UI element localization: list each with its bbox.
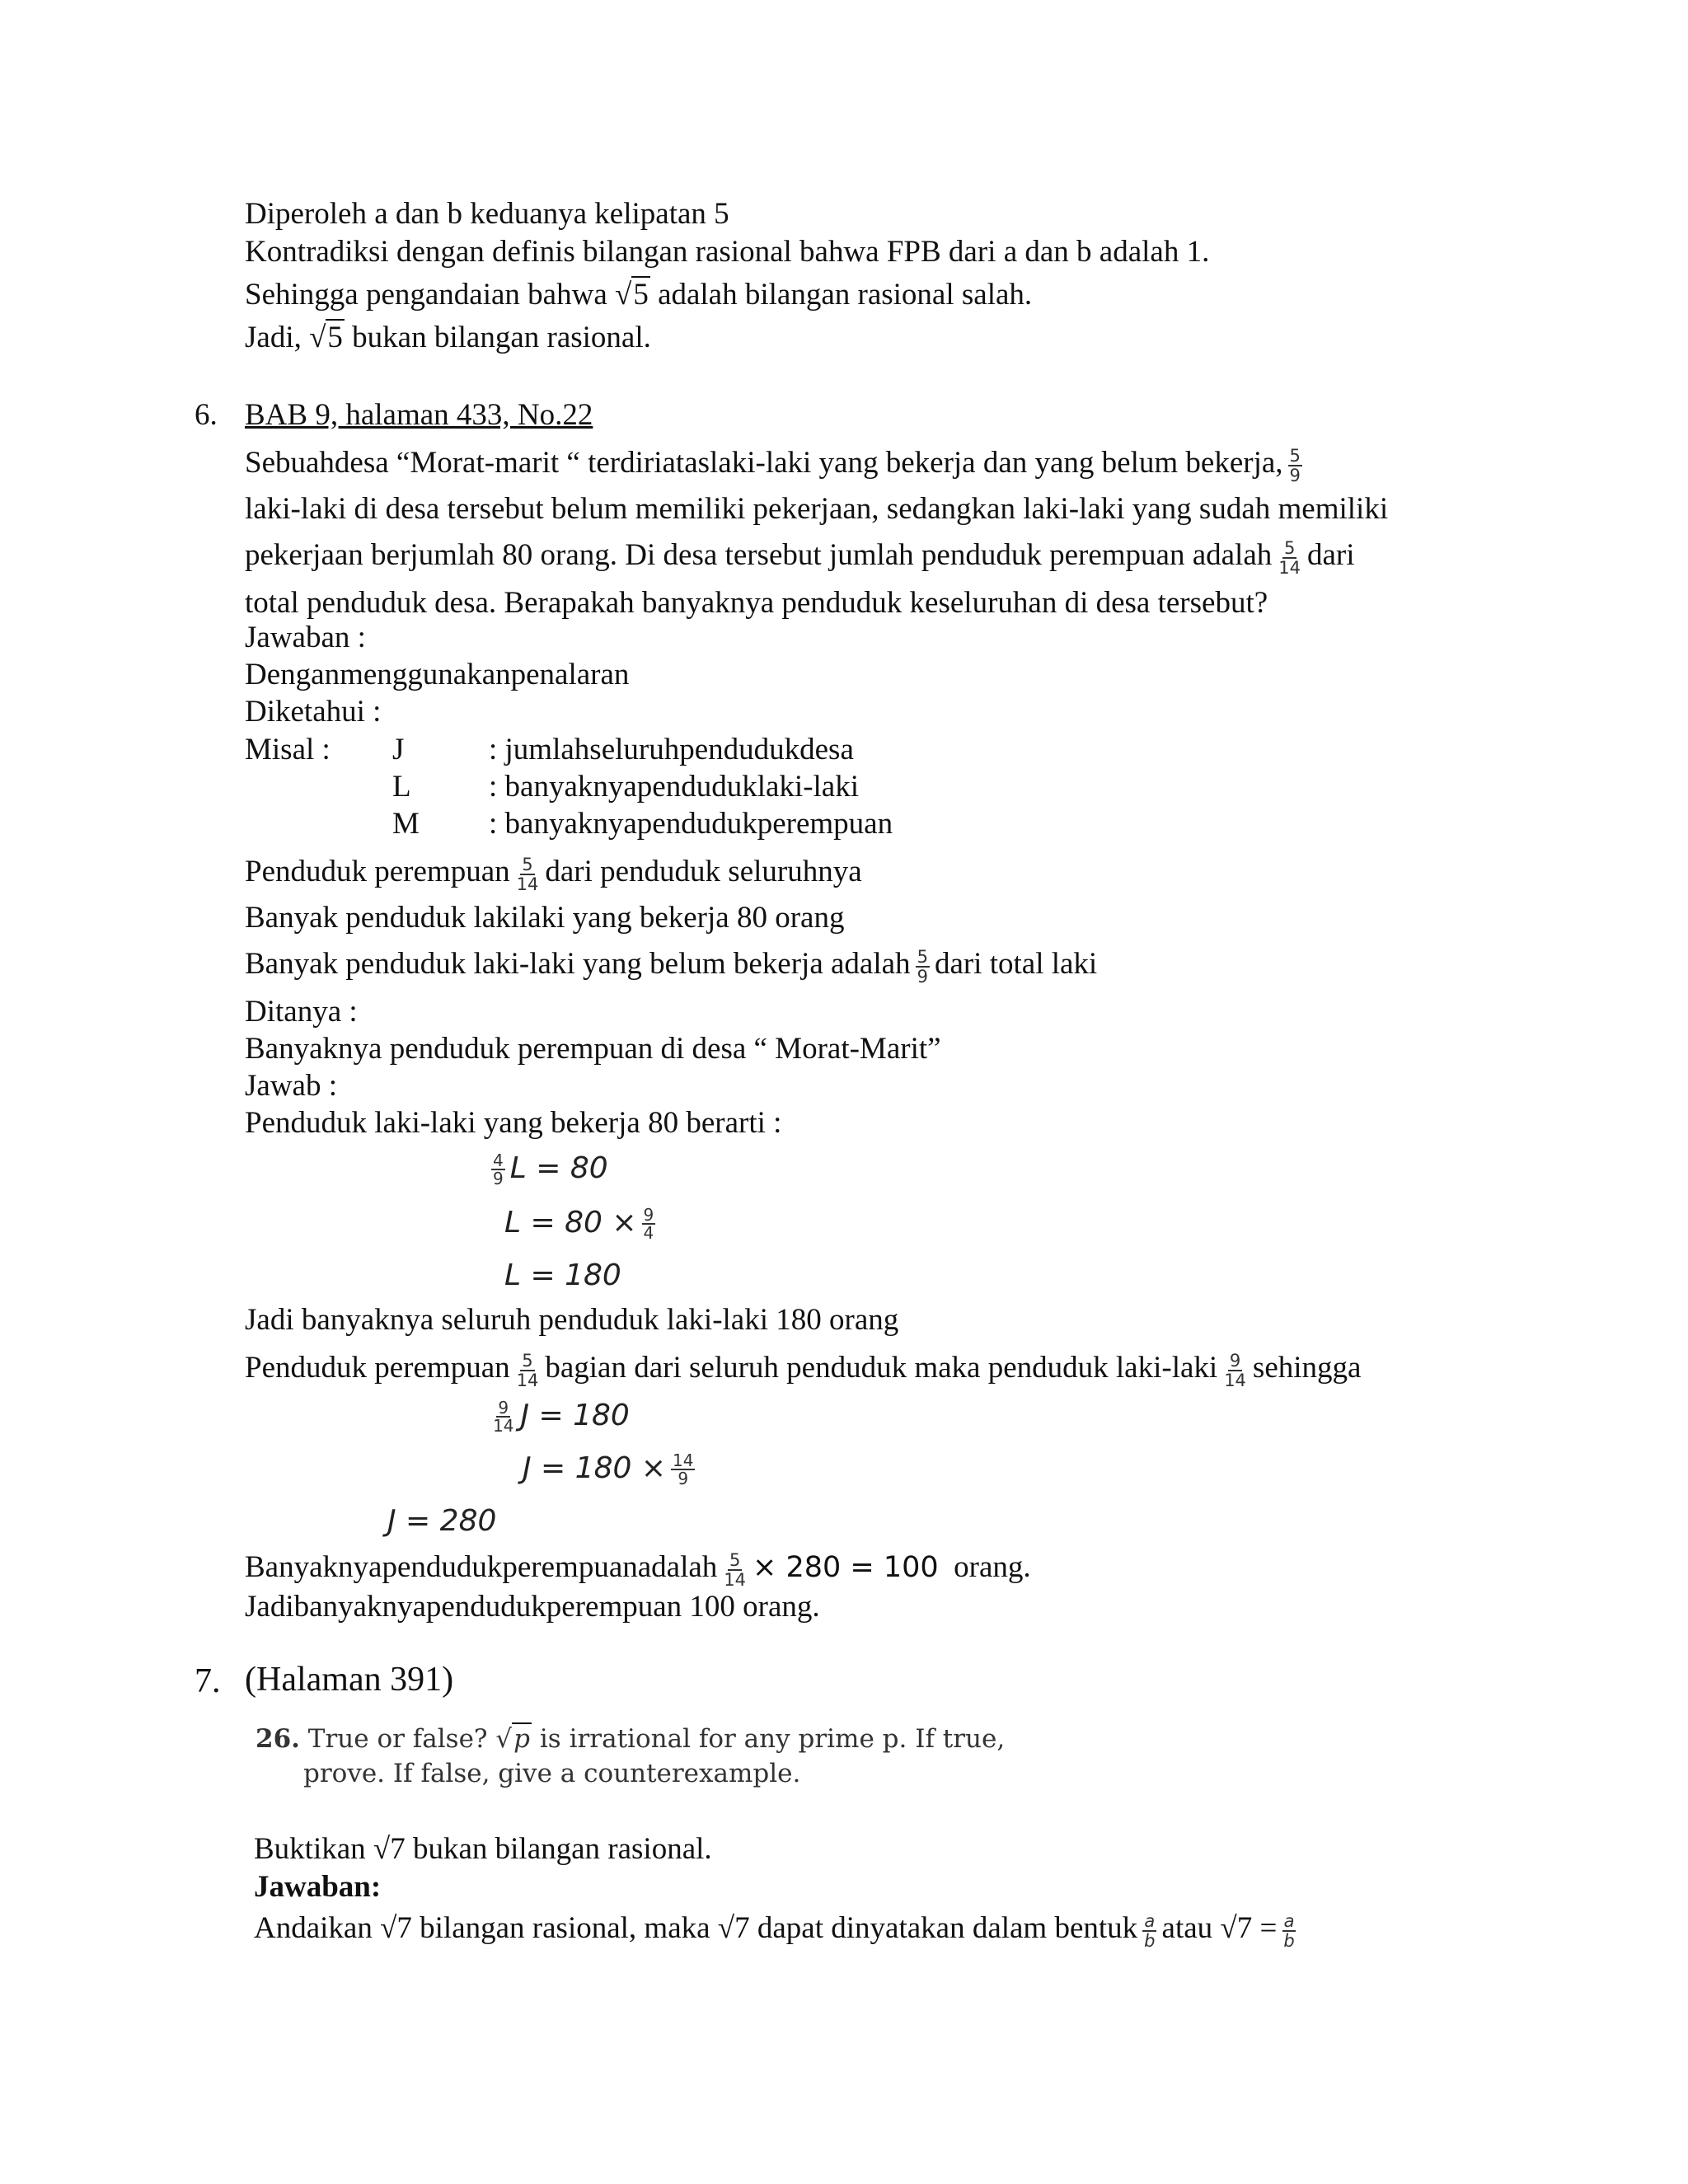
radicand: 5 xyxy=(327,321,343,354)
fraction xyxy=(642,1207,656,1241)
ditanya-question: Banyaknya penduduk perempuan di desa “ Morat-Marit” xyxy=(245,1032,941,1066)
ditanya-label: Ditanya : xyxy=(245,995,358,1029)
fact-3-pre: Banyak penduduk laki-laki yang belum bekerja adalah xyxy=(245,947,911,981)
fraction xyxy=(671,1452,695,1487)
numerator: 14 xyxy=(673,1451,694,1470)
question-line-1 xyxy=(245,445,1307,485)
answer-line-1 xyxy=(254,1910,1301,1950)
proof-line-1: Diperoleh a dan b keduanya kelipatan 5 xyxy=(245,197,729,231)
textbook-text-1-post: is irrational for any prime p. If true, xyxy=(539,1724,1006,1754)
fraction xyxy=(916,948,930,986)
fraction xyxy=(1288,447,1302,485)
solution-3-post: sehingga xyxy=(1252,1351,1362,1385)
question-text-1: Sebuahdesa “Morat-marit “ terdiriataslaki-laki yang bekerja dan yang belum bekerja, xyxy=(245,446,1283,480)
numerator: 5 xyxy=(1289,445,1301,466)
item-7-number: 7. xyxy=(195,1662,221,1700)
numerator: a xyxy=(1144,1910,1156,1931)
method-text: Denganmenggunakanpenalaran xyxy=(245,658,630,691)
denominator: 14 xyxy=(1278,557,1301,578)
var-desc-m: : banyaknyapendudukperempuan xyxy=(489,807,893,841)
item-7-heading: (Halaman 391) xyxy=(245,1661,454,1699)
denominator: 9 xyxy=(1289,465,1301,485)
fraction xyxy=(1222,1352,1248,1390)
proof-line-2: Kontradiksi dengan definis bilangan rasional bahwa FPB dari a dan b adalah 1. xyxy=(245,235,1210,269)
fraction xyxy=(491,1399,515,1434)
fact-line-1 xyxy=(245,854,862,893)
prove-statement: Buktikan √7 bukan bilangan rasional. xyxy=(254,1832,712,1866)
fact-line-2: Banyak penduduk lakilaki yang bekerja 80 orang xyxy=(245,901,845,935)
sqrt-symbol: √p xyxy=(495,1724,531,1754)
proof-line-3-pre: Sehingga pengandaian bahwa xyxy=(245,278,615,312)
equation-4 xyxy=(486,1398,630,1434)
equation-6-text: J = 280 xyxy=(387,1504,497,1538)
textbook-problem-number: 26. xyxy=(256,1724,300,1754)
item-6-heading: BAB 9, halaman 433, No.22 xyxy=(245,398,593,432)
solution-line-1: Penduduk laki-laki yang bekerja 80 berarti : xyxy=(245,1106,782,1140)
textbook-excerpt-line-2: prove. If false, give a counterexample. xyxy=(303,1759,801,1788)
textbook-text-1: True or false? xyxy=(307,1724,488,1754)
numerator: a xyxy=(1283,1910,1295,1931)
denominator: 9 xyxy=(678,1469,689,1488)
fraction xyxy=(491,1152,505,1187)
numerator: 5 xyxy=(729,1549,741,1570)
question-text-3: pekerjaan berjumlah 80 orang. Di desa tersebut jumlah penduduk perempuan adalah xyxy=(245,538,1273,572)
proof-line-3-post: adalah bilangan rasional salah. xyxy=(649,278,1033,312)
denominator: 9 xyxy=(493,1169,504,1188)
var-desc-j: : jumlahseluruhpendudukdesa xyxy=(489,733,854,766)
answer-1-mid: atau √7 = xyxy=(1161,1911,1278,1945)
question-text-3-post: dari xyxy=(1307,538,1355,572)
equation-2-lhs: L = 80 × xyxy=(504,1206,637,1240)
equation-1 xyxy=(486,1151,608,1187)
denominator: 14 xyxy=(516,874,539,894)
proof-line-4 xyxy=(245,320,651,356)
var-symbol-l: L xyxy=(392,770,411,804)
radicand: p xyxy=(513,1724,531,1754)
numerator: 9 xyxy=(498,1398,509,1418)
jawaban-bold-label: Jawaban: xyxy=(254,1870,382,1904)
solution-4-pre: Banyaknyapendudukperempuanadalah xyxy=(245,1550,718,1584)
solution-line-2: Jadi banyaknya seluruh penduduk laki-laki 180 orang xyxy=(245,1303,899,1337)
numerator: 5 xyxy=(522,854,533,874)
solution-4-unit: orang. xyxy=(954,1550,1031,1584)
denominator: b xyxy=(1283,1930,1295,1951)
fraction xyxy=(1142,1912,1156,1950)
equation-3-text: L = 180 xyxy=(504,1258,621,1292)
jawaban-label: Jawaban : xyxy=(245,621,366,654)
diketahui-label: Diketahui : xyxy=(245,695,382,729)
jawab-label: Jawab : xyxy=(245,1069,337,1103)
denominator: 4 xyxy=(643,1223,654,1243)
numerator: 5 xyxy=(1283,537,1296,558)
solution-4-expression: × 280 = 100 xyxy=(753,1551,939,1584)
solution-3-pre: Penduduk perempuan xyxy=(245,1351,510,1385)
solution-line-4 xyxy=(245,1549,1031,1589)
equation-4-rest: J = 180 xyxy=(520,1399,630,1432)
fraction xyxy=(722,1551,748,1589)
proof-line-4-pre: Jadi, xyxy=(245,321,310,354)
numerator: 9 xyxy=(1229,1350,1241,1371)
numerator: 5 xyxy=(917,946,928,967)
denominator: 14 xyxy=(724,1569,747,1590)
fact-line-3 xyxy=(245,946,1097,986)
denominator: 14 xyxy=(516,1370,539,1390)
sqrt-symbol: √5 xyxy=(615,278,649,312)
question-line-4: total penduduk desa. Berapakah banyaknya penduduk keseluruhan di desa tersebut? xyxy=(245,586,1268,620)
equation-1-rest: L = 80 xyxy=(509,1151,608,1185)
textbook-excerpt-line-1 xyxy=(256,1722,1005,1755)
denominator: 9 xyxy=(917,966,928,987)
fact-1-post: dari penduduk seluruhnya xyxy=(545,855,862,888)
var-symbol-j: J xyxy=(392,733,405,766)
numerator: 9 xyxy=(643,1205,654,1225)
numerator: 5 xyxy=(522,1350,533,1371)
sqrt-symbol: √5 xyxy=(309,321,343,354)
fact-1-pre: Penduduk perempuan xyxy=(245,855,510,888)
equation-3 xyxy=(504,1258,621,1294)
solution-line-5: Jadibanyaknyapendudukperempuan 100 orang. xyxy=(245,1590,820,1624)
denominator: 14 xyxy=(493,1416,514,1436)
solution-3-mid: bagian dari seluruh penduduk maka penduduk laki-laki xyxy=(545,1351,1218,1385)
fraction xyxy=(1282,1912,1296,1950)
radicand: 5 xyxy=(633,278,649,312)
misal-label: Misal : xyxy=(245,733,331,766)
equation-5-lhs: J = 180 × xyxy=(523,1451,666,1485)
fraction xyxy=(515,855,541,893)
equation-5 xyxy=(523,1451,700,1487)
solution-line-3 xyxy=(245,1350,1361,1390)
var-symbol-m: M xyxy=(392,807,420,841)
fraction xyxy=(1277,539,1302,577)
answer-1-pre: Andaikan √7 bilangan rasional, maka √7 dapat dinyatakan dalam bentuk xyxy=(254,1911,1138,1945)
denominator: b xyxy=(1144,1930,1156,1951)
numerator: 4 xyxy=(493,1151,504,1170)
proof-line-3 xyxy=(245,277,1032,313)
item-6-number: 6. xyxy=(195,398,218,432)
fraction xyxy=(515,1352,541,1390)
question-line-3 xyxy=(245,537,1355,577)
denominator: 14 xyxy=(1224,1370,1246,1390)
question-line-2: laki-laki di desa tersebut belum memiliki pekerjaan, sedangkan laki-laki yang sudah memiliki xyxy=(245,492,1389,526)
proof-line-4-post: bukan bilangan rasional. xyxy=(344,321,651,354)
equation-6 xyxy=(387,1503,496,1540)
fact-3-post: dari total laki xyxy=(934,947,1098,981)
equation-2 xyxy=(504,1205,660,1241)
var-desc-l: : banyaknyapenduduklaki-laki xyxy=(489,770,860,804)
